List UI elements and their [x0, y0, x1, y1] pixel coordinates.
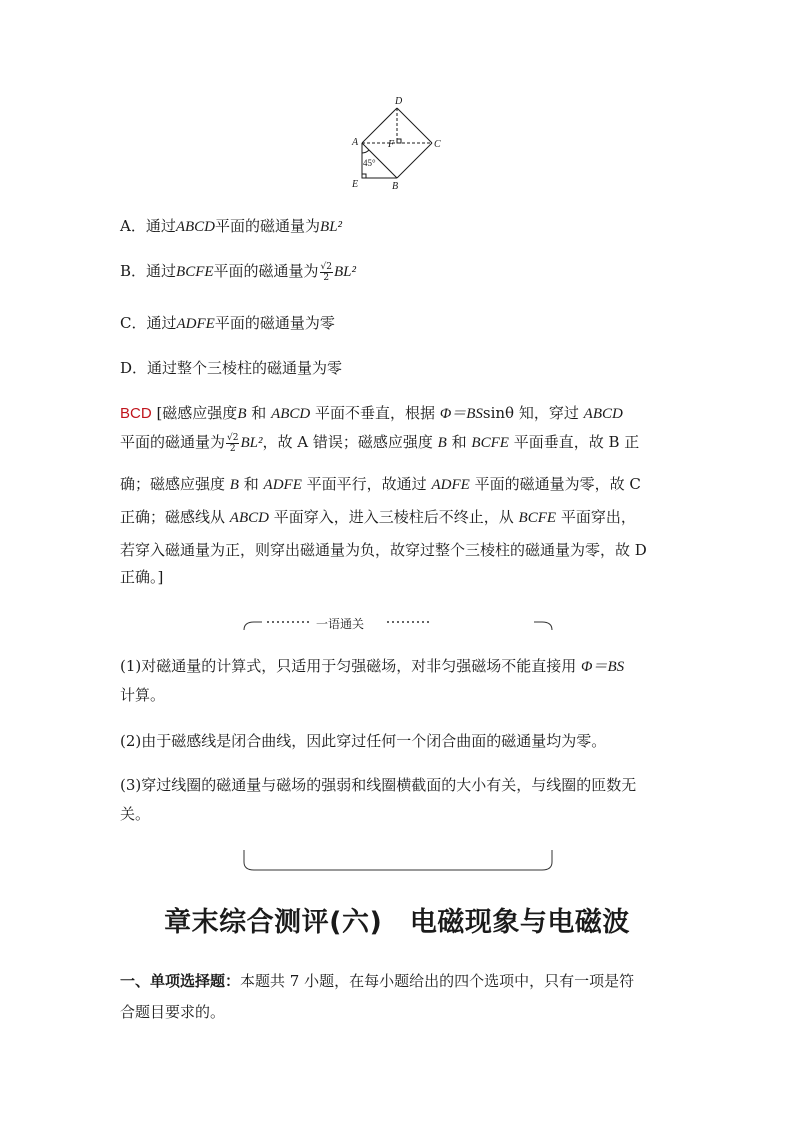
fraction: $\frac{√2}{2}$	[320, 261, 333, 283]
chapter-title: 章末综合测评(六) 电磁现象与电磁波	[164, 907, 630, 938]
label-A: A	[352, 137, 359, 148]
option-d: D．通过整个三棱柱的磁通量为零	[120, 359, 343, 377]
label-C: C	[434, 139, 441, 150]
label-F: F	[388, 139, 395, 150]
section-line-2: 合题目要求的。	[120, 1003, 226, 1021]
hint-item-2: (2)由于磁感线是闭合曲线，因此穿过任何一个闭合曲面的磁通量均为零。	[120, 732, 607, 750]
right-angle-F	[397, 139, 401, 143]
angle-arc	[362, 150, 369, 153]
option-a: A．通过ABCD平面的磁通量为BL²	[120, 217, 343, 235]
answer-key: BCD	[120, 405, 152, 422]
section-line-1: 一、单项选择题：本题共 7 小题，在每小题给出的四个选项中，只有一项是符	[120, 972, 635, 990]
edge-AD	[362, 108, 397, 143]
prism-figure	[340, 90, 450, 195]
option-c: C．通过ADFE平面的磁通量为零	[120, 314, 335, 332]
edge-CB	[397, 143, 432, 178]
hint-item-3-cont: 关。	[120, 805, 151, 823]
label-B: B	[392, 181, 399, 192]
answer-line-5: 若穿入磁通量为正，则穿出磁通量为负，故穿过整个三棱柱的磁通量为零，故 D	[120, 541, 647, 559]
hint-item-1-cont: 计算。	[120, 686, 166, 704]
edge-DC	[397, 108, 432, 143]
option-b: B．通过BCFE平面的磁通量为 $\frac{√2}{2}$ BL²	[120, 261, 357, 283]
hint-item-1: (1)对磁通量的计算式，只适用于匀强磁场，对非匀强磁场不能直接用 Φ＝BS	[120, 657, 625, 675]
answer-line-4: 正确；磁感线从 ABCD 平面穿入，进入三棱柱后不终止，从 BCFE 平面穿出，	[120, 508, 636, 526]
angle-label: 45°	[363, 158, 376, 168]
hint-item-3: (3)穿过线圈的磁通量与磁场的强弱和线圈横截面的大小有关，与线圈的匝数无	[120, 776, 637, 794]
right-angle-E	[362, 174, 366, 178]
answer-line-1: BCD [磁感应强度B 和 ABCD 平面不垂直，根据 Φ＝BSsinθ 知，穿过 ABCD	[120, 404, 623, 422]
answer-line-2: 平面的磁通量为 $\frac{√2}{2}$ BL²，故 A 错误；磁感应强度 B 和 BCFE 平面垂直，故 B 正	[120, 432, 640, 454]
label-D: D	[395, 96, 403, 107]
answer-line-6: 正确。]	[120, 568, 164, 586]
answer-line-3: 确；磁感应强度 B 和 ADFE 平面平行，故通过 ADFE 平面的磁通量为零，故 C	[120, 475, 641, 493]
section-heading: 一、单项选择题：	[120, 972, 241, 990]
label-E: E	[352, 179, 359, 190]
hint-title: 一语通关	[312, 613, 368, 632]
